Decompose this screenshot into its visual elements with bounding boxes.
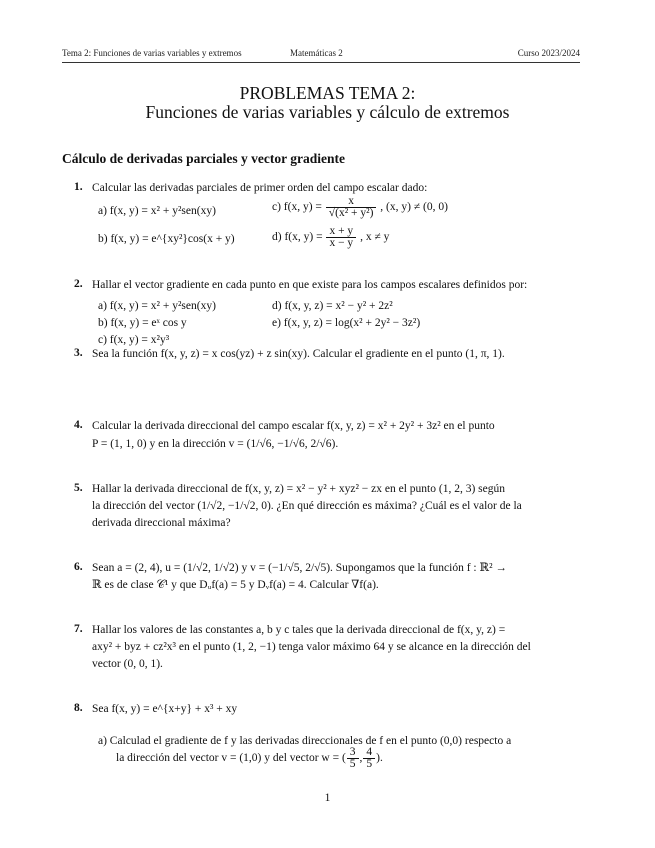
problem-number: 7. [74,623,83,635]
denominator: √(x² + y²) [326,207,377,219]
denominator: 5 [347,758,359,770]
header-right: Curso 2023/2024 [517,48,580,58]
problem-line-2: la dirección del vector (1/√2, −1/√2, 0). ¿En qué dirección es máxima? ¿Cuál es el valor de la [92,500,522,512]
item-a-line-2-suffix: ). [376,752,383,765]
page-title: PROBLEMAS TEMA 2: [239,83,416,103]
item-a-line-2-prefix: la dirección del vector v = (1,0) y del vector w = ( [116,752,346,765]
section-heading: Cálculo de derivadas parciales y vector gradiente [62,151,345,166]
problem-number: 4. [74,419,83,431]
problem-text: Hallar el vector gradiente en cada punto en que existe para los campos escalares definidos por: [92,279,528,291]
problem-number: 6. [74,561,83,573]
item-b: b) f(x, y) = eˣ cos y [98,317,187,329]
item-c [272,196,448,219]
header-rule [62,62,580,63]
problem-line-1: Hallar la derivada direccional de f(x, y, z) = x² − y² + xyz² − zx en el punto (1, 2, 3) según [92,483,505,495]
denominator: 5 [363,758,375,770]
problem-text: Calcular las derivadas parciales de primer orden del campo escalar dado: [92,182,428,194]
header-left: Tema 2: Funciones de varias variables y extremos [62,48,242,58]
problem-number: 1. [74,181,83,193]
fraction [326,226,356,249]
problem-line-1: Calcular la derivada direccional del campo escalar f(x, y, z) = x² + 2y² + 3z² en el punto [92,420,495,432]
problem-line-2: P = (1, 1, 0) y en la dirección v = (1/√6, −1/√6, 2/√6). [92,438,339,450]
item-c: c) f(x, y) = x²y³ [98,334,170,346]
denominator: x − y [326,237,356,249]
problem-line-3: derivada direccional máxima? [92,517,231,529]
fraction [363,747,375,770]
item-d-suffix: , x ≠ y [360,231,390,244]
problem-line-2: axy² + byz + cz²x³ en el punto (1, 2, −1) tenga valor máximo 64 y se alcance en la dirección del [92,641,531,653]
page-number: 1 [324,792,331,804]
item-d: d) f(x, y, z) = x² − y² + 2z² [272,300,393,312]
numerator: x [348,195,354,207]
numerator: 3 [349,746,356,758]
item-c-prefix: c) f(x, y) = [272,201,322,214]
problem-line-3: vector (0, 0, 1). [92,658,163,670]
item-c-suffix: , (x, y) ≠ (0, 0) [380,201,448,214]
problem-line-1: Sean a = (2, 4), u = (1/√2, 1/√2) y v = (−1/√5, 2/√5). Supongamos que la función f : ℝ² → [92,562,507,574]
header-center: Matemáticas 2 [290,48,343,58]
item-d [272,226,389,249]
item-a: a) f(x, y) = x² + y²sen(xy) [98,205,216,217]
problem-text: Sea f(x, y) = e^{x+y} + x³ + xy [92,703,238,715]
problem-number: 3. [74,347,83,359]
problem-line-1: Hallar los valores de las constantes a, b y c tales que la derivada direccional de f(x, y, z) = [92,624,506,636]
item-a-line-2: la dirección del vector v = (1,0) y del vector w = ( $\frac{3}{5}$ , $\frac{4}{5}$ ). [116,746,383,770]
problem-text: Sea la función f(x, y, z) = x cos(yz) + z sin(xy). Calcular el gradiente en el punto (1, π, 1). [92,348,505,360]
page-subtitle: Funciones de varias variables y cálculo de extremos [145,102,510,122]
item-a: a) f(x, y) = x² + y²sen(xy) [98,300,216,312]
fraction [326,196,377,219]
fraction [347,747,359,770]
item-d-prefix: d) f(x, y) = [272,231,323,244]
item-e: e) f(x, y, z) = log(x² + 2y² − 3z²) [272,317,421,329]
item-a-line-1: a) Calculad el gradiente de f y las derivadas direccionales de f en el punto (0,0) respecto a [98,735,512,747]
problem-number: 5. [74,482,83,494]
numerator: x + y [329,225,354,237]
problem-line-2: ℝ es de clase 𝒞¹ y que Dᵤf(a) = 5 y Dᵥf(a) = 4. Calcular ∇f(a). [92,579,379,591]
problem-number: 8. [74,702,83,714]
problem-number: 2. [74,278,83,290]
numerator: 4 [366,746,373,758]
item-b: b) f(x, y) = e^{xy²}cos(x + y) [98,233,235,245]
